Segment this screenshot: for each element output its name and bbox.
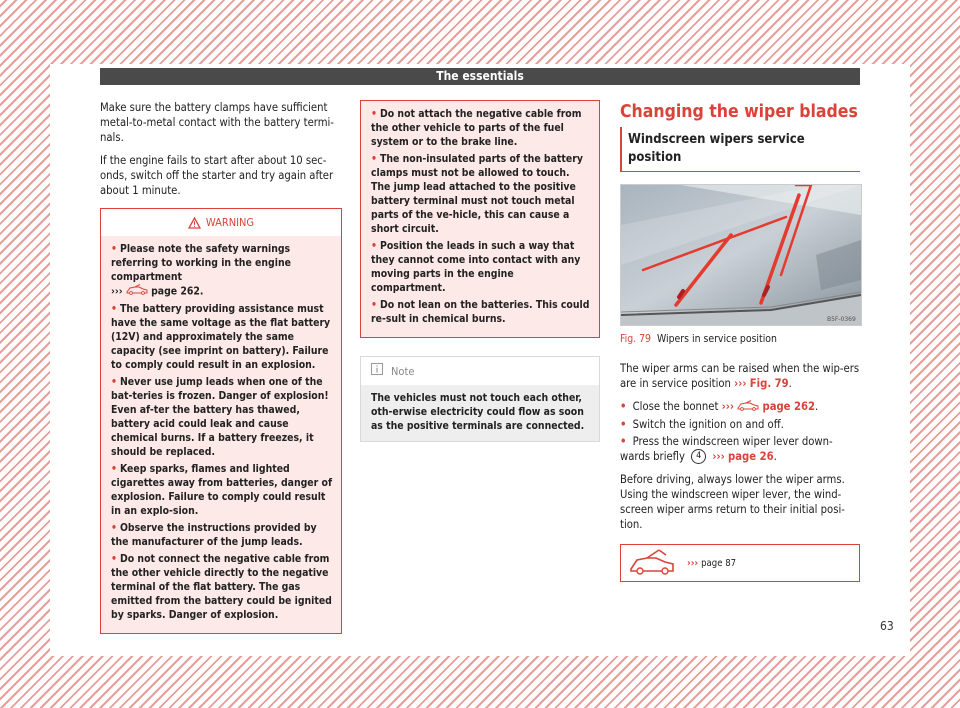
bullet-icon: • (620, 400, 627, 413)
warning-item (111, 242, 333, 299)
page-link[interactable]: page 262 (151, 285, 200, 298)
figure-caption-text: Wipers in service position (656, 333, 777, 345)
punctuation: . (199, 285, 204, 298)
warning-body (361, 101, 599, 337)
list-item (620, 399, 860, 415)
paragraph: If the engine fails to start after about 10 sec-onds, switch off the starter and try again after about 1 minute. (100, 154, 334, 197)
warning-item (111, 375, 333, 459)
warning-item (371, 298, 591, 326)
column-middle (360, 100, 600, 442)
section-heading: Changing the wiper blades (620, 102, 858, 122)
note-body: The vehicles must not touch each other, oth-erwise electricity could flow as soon as the positive terminals are connected. (361, 385, 599, 441)
page-number: 63 (880, 619, 894, 633)
ref-arrow: ››› (712, 449, 725, 463)
punctuation: . (788, 377, 792, 390)
bullet-icon: • (371, 299, 377, 311)
page-link[interactable]: page 262 (762, 400, 816, 413)
note-title: Note (391, 364, 415, 378)
column-left (100, 100, 342, 634)
figure-wipers (620, 184, 862, 326)
warning-item (111, 302, 333, 372)
warning-text: Please note the safety warnings referring to working in the engine compartment (111, 243, 291, 283)
list-text: Press the windscreen wiper lever down-wards briefly (620, 434, 833, 463)
bullet-icon: • (371, 240, 377, 252)
warning-box (100, 208, 342, 634)
warning-text: Do not lean on the batteries. This could re-sult in chemical burns. (371, 299, 590, 325)
warning-text: Do not connect the negative cable from the other vehicle directly to the negative terminal of the flat battery. The gas emitted from the battery could be ignited by sparks. Danger of explosion. (111, 553, 332, 621)
figure-number: Fig. 79 (620, 333, 651, 345)
list-item (620, 417, 860, 432)
bullet-icon: • (111, 522, 117, 534)
warning-text: The battery providing assistance must have the same voltage as the flat battery (12V) and approximately the same capacity (see imprint on battery). Failure to comply could result in an explosion. (111, 303, 331, 371)
warning-text: The non-insulated parts of the battery clamps must not be allowed to touch. The jump lead attached to the positive battery terminal must not touch metal parts of the ve-hicle, this can cause a short circuit. (371, 153, 583, 235)
warning-text: Position the leads in such a way that they cannot come into contact with any moving parts in the engine compartment. (371, 240, 581, 294)
warning-text: Do not attach the negative cable from the other vehicle to parts of the fuel system or to the brake line. (371, 108, 582, 148)
bullet-icon: • (111, 243, 117, 255)
car-bonnet-icon (737, 400, 759, 415)
bullet-icon: • (111, 463, 117, 475)
bullet-icon: • (111, 553, 117, 565)
warning-text: Never use jump leads when one of the bat-teries is frozen. Danger of explosion! Even af-ter the battery has thawed, battery acid could leak and cause chemical burns. If a battery freezes, it should be replaced. (111, 376, 329, 458)
warning-box-continued (360, 100, 600, 338)
punctuation: . (773, 449, 777, 463)
page-link[interactable]: page 26 (728, 449, 774, 463)
warning-triangle-icon (188, 217, 201, 229)
reference-box (620, 544, 860, 582)
warning-title: WARNING (205, 216, 255, 229)
bullet-icon: • (620, 417, 627, 431)
warning-text: Keep sparks, flames and lighted cigarettes away from batteries, danger of explosion. Failure to comply could result in an explo-sion. (111, 463, 333, 517)
bullet-icon: • (111, 376, 117, 388)
figure-link[interactable]: Fig. 79 (749, 377, 789, 390)
control-number-badge: 4 (691, 449, 706, 464)
figure-caption (620, 332, 860, 347)
list-text: Close the bonnet (632, 400, 719, 413)
car-bonnet-icon (126, 284, 148, 299)
warning-item (371, 107, 591, 149)
column-right (620, 100, 860, 582)
list-item (620, 434, 860, 465)
punctuation: . (815, 400, 819, 413)
ref-arrow: ››› (687, 557, 699, 569)
list-text: Switch the ignition on and off. (632, 417, 784, 431)
bullet-icon: • (620, 434, 627, 448)
subsection-heading: Windscreen wipers service position (620, 127, 860, 172)
paragraph: Before driving, always lower the wiper arms. Using the windscreen wiper lever, the wind-screen wiper arms return to their initial posi-tion. (620, 473, 845, 531)
ref-arrow: ››› (111, 285, 123, 298)
bullet-icon: • (111, 303, 117, 315)
section-header (100, 68, 860, 85)
info-icon (371, 363, 383, 379)
ref-arrow: ››› (721, 400, 735, 413)
paragraph: Make sure the battery clamps have sufficient metal-to-metal contact with the battery termi-nals. (100, 101, 334, 144)
page-link[interactable]: page 87 (701, 557, 737, 569)
warning-item (371, 152, 591, 236)
paragraph (620, 361, 860, 391)
warning-item (371, 239, 591, 295)
wipers-illustration (621, 185, 861, 325)
section-title: The essentials (436, 69, 524, 83)
car-bonnet-large-icon (629, 547, 675, 580)
warning-body (101, 236, 341, 633)
figure-code: B5F-0369 (827, 316, 856, 323)
ref-arrow: ››› (734, 377, 747, 390)
warning-item (111, 521, 333, 549)
bullet-icon: • (371, 108, 377, 120)
note-box (360, 356, 600, 442)
warning-item (111, 462, 333, 518)
bullet-icon: • (371, 153, 377, 165)
warning-header (101, 209, 341, 236)
warning-text: Observe the instructions provided by the manufacturer of the jump leads. (111, 522, 317, 548)
note-header (361, 357, 599, 385)
paragraph-text: The wiper arms can be raised when the wip-ers are in service position (620, 362, 860, 390)
warning-item (111, 552, 333, 622)
